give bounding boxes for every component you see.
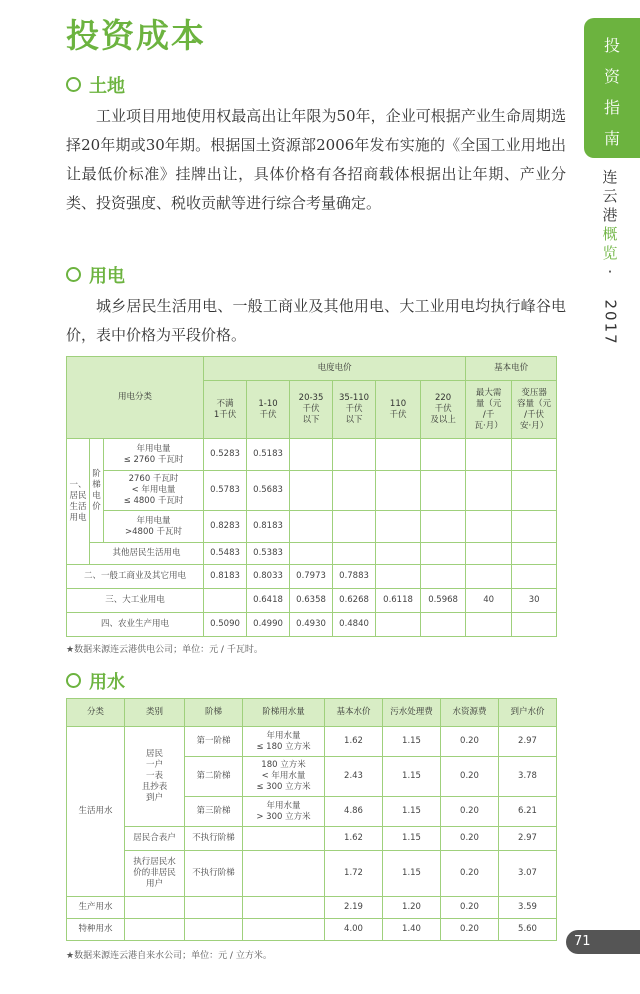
- price-cell: [512, 565, 557, 589]
- price-cell: [333, 439, 376, 471]
- water-price-cell: 1.62: [325, 727, 383, 757]
- price-cell: [290, 439, 333, 471]
- price-cell: [421, 543, 466, 565]
- price-cell: [512, 543, 557, 565]
- water-price-cell: 0.20: [441, 827, 499, 851]
- water-header: 水资源费: [441, 699, 499, 727]
- electricity-note: ★数据来源连云港供电公司；单位：元 / 千瓦时。: [66, 645, 263, 655]
- price-cell: 0.6358: [290, 589, 333, 613]
- price-cell: 0.7973: [290, 565, 333, 589]
- water-price-cell: 1.15: [383, 757, 441, 797]
- caption-dot: ·: [607, 263, 613, 281]
- tier-label: 阶梯电价: [90, 439, 104, 543]
- water-price-cell: 0.20: [441, 727, 499, 757]
- empty-cell: [185, 919, 243, 941]
- price-cell: [376, 613, 421, 637]
- row-label: 年用电量 ≤ 2760 千瓦时: [104, 439, 204, 471]
- price-cell: [512, 511, 557, 543]
- water-category: 执行居民水 价的非居民 用户: [125, 851, 185, 897]
- water-price-cell: 1.72: [325, 851, 383, 897]
- price-cell: [204, 589, 247, 613]
- price-cell: [376, 511, 421, 543]
- water-household-label: 居民 一户 一表 且抄表 到户: [125, 727, 185, 827]
- water-price-cell: 1.15: [383, 851, 441, 897]
- water-price-cell: 0.20: [441, 757, 499, 797]
- water-price-cell: 1.40: [383, 919, 441, 941]
- water-life-label: 生活用水: [67, 727, 125, 897]
- water-tier: 第二阶梯: [185, 757, 243, 797]
- price-cell: 0.5968: [421, 589, 466, 613]
- header-voltage-class: 变压器 容量（元 /千伏 安·月）: [512, 381, 557, 439]
- price-cell: [376, 565, 421, 589]
- price-cell: 0.8183: [204, 565, 247, 589]
- caption-char: 连: [602, 168, 618, 186]
- water-price-cell: 2.97: [499, 827, 557, 851]
- caption-char: 港: [602, 206, 618, 224]
- price-cell: 0.5090: [204, 613, 247, 637]
- water-price-cell: 4.00: [325, 919, 383, 941]
- water-category: 居民合表户: [125, 827, 185, 851]
- price-cell: 0.8033: [247, 565, 290, 589]
- water-header: 污水处理费: [383, 699, 441, 727]
- tab-char: 投: [603, 36, 620, 55]
- price-cell: [512, 613, 557, 637]
- price-cell: 0.5183: [247, 439, 290, 471]
- water-note: ★数据来源连云港自来水公司；单位：元 / 立方米。: [66, 951, 272, 961]
- header-voltage-class: 20-35 千伏 以下: [290, 381, 333, 439]
- water-heading: 用水: [66, 668, 125, 694]
- water-price-cell: 0.20: [441, 897, 499, 919]
- water-amount: 180 立方米 < 年用水量 ≤ 300 立方米: [243, 757, 325, 797]
- row-label: 其他居民生活用电: [90, 543, 204, 565]
- water-header: 基本水价: [325, 699, 383, 727]
- section-tab: [584, 18, 640, 158]
- caption-char: 云: [602, 187, 618, 205]
- water-amount: 年用水量 ≤ 180 立方米: [243, 727, 325, 757]
- price-cell: [466, 543, 512, 565]
- price-cell: [512, 439, 557, 471]
- water-price-cell: 6.21: [499, 797, 557, 827]
- price-cell: 0.8283: [204, 511, 247, 543]
- empty-cell: [125, 919, 185, 941]
- caption-year: 2017: [601, 299, 620, 346]
- header-voltage-class: 220 千伏 及以上: [421, 381, 466, 439]
- price-cell: 0.5783: [204, 471, 247, 511]
- row-label: 2760 千瓦时 < 年用电量 ≤ 4800 千瓦时: [104, 471, 204, 511]
- price-cell: 0.5483: [204, 543, 247, 565]
- water-tier: 第三阶梯: [185, 797, 243, 827]
- price-cell: [333, 543, 376, 565]
- water-header: 阶梯: [185, 699, 243, 727]
- water-class: 生产用水: [67, 897, 125, 919]
- price-cell: 0.7883: [333, 565, 376, 589]
- water-price-cell: 3.07: [499, 851, 557, 897]
- water-header: 分类: [67, 699, 125, 727]
- water-price-cell: 2.43: [325, 757, 383, 797]
- row-label: 三、大工业用电: [67, 589, 204, 613]
- water-price-cell: 1.15: [383, 797, 441, 827]
- tab-char: 资: [603, 67, 620, 86]
- price-cell: 0.4990: [247, 613, 290, 637]
- price-cell: 0.5283: [204, 439, 247, 471]
- water-amount: [243, 827, 325, 851]
- caption-char: 概: [602, 225, 618, 243]
- row-label: 二、一般工商业及其它用电: [67, 565, 204, 589]
- price-cell: [512, 471, 557, 511]
- water-amount: 年用水量 > 300 立方米: [243, 797, 325, 827]
- price-cell: 30: [512, 589, 557, 613]
- price-cell: [466, 471, 512, 511]
- water-price-cell: 0.20: [441, 919, 499, 941]
- header-category: 用电分类: [67, 357, 204, 439]
- header-voltage-class: 110 千伏: [376, 381, 421, 439]
- water-price-cell: 5.60: [499, 919, 557, 941]
- water-price-cell: 1.20: [383, 897, 441, 919]
- water-tier: 不执行阶梯: [185, 827, 243, 851]
- price-cell: 0.6418: [247, 589, 290, 613]
- water-class: 特种用水: [67, 919, 125, 941]
- empty-cell: [243, 897, 325, 919]
- header-basic-price: 基本电价: [466, 357, 557, 381]
- price-cell: 0.6268: [333, 589, 376, 613]
- price-cell: 0.4930: [290, 613, 333, 637]
- price-cell: [421, 511, 466, 543]
- water-amount: [243, 851, 325, 897]
- water-price-cell: 1.15: [383, 827, 441, 851]
- side-caption: [590, 168, 630, 346]
- water-price-cell: 0.20: [441, 797, 499, 827]
- price-cell: [376, 439, 421, 471]
- empty-cell: [185, 897, 243, 919]
- empty-cell: [125, 897, 185, 919]
- price-cell: [466, 565, 512, 589]
- water-header: 阶梯用水量: [243, 699, 325, 727]
- land-heading: 土地: [66, 72, 125, 98]
- tab-char: 南: [603, 129, 620, 148]
- price-cell: 40: [466, 589, 512, 613]
- land-paragraph: 工业项目用地使用权最高出让年限为50年，企业可根据产业生命周期选择20年期或30年期。根据国土资源部2006年发布实施的《全国工业用地出让最低价标准》挂牌出让，具体价格有各招商载体根据出让年期、产业分类、投资强度、税收贡献等进行综合考量确定。: [66, 107, 566, 212]
- row-label: 四、农业生产用电: [67, 613, 204, 637]
- price-cell: 0.5683: [247, 471, 290, 511]
- resident-label: 一、居民生活用电: [67, 439, 90, 565]
- row-label: 年用电量 >4800 千瓦时: [104, 511, 204, 543]
- electricity-paragraph: 城乡居民生活用电、一般工商业及其他用电、大工业用电均执行峰谷电价，表中价格为平段价格。: [66, 297, 566, 344]
- price-cell: [376, 543, 421, 565]
- page-title: 投资成本: [66, 16, 206, 55]
- price-cell: [376, 471, 421, 511]
- header-voltage-class: 1-10 千伏: [247, 381, 290, 439]
- price-cell: [466, 613, 512, 637]
- price-cell: 0.5383: [247, 543, 290, 565]
- price-cell: [421, 565, 466, 589]
- circle-bullet-icon: [66, 77, 81, 92]
- water-price-cell: 3.59: [499, 897, 557, 919]
- price-cell: [421, 439, 466, 471]
- water-tier: 不执行阶梯: [185, 851, 243, 897]
- electricity-table: [66, 356, 557, 637]
- price-cell: [333, 471, 376, 511]
- circle-bullet-icon: [66, 267, 81, 282]
- price-cell: [290, 511, 333, 543]
- tab-char: 指: [603, 98, 620, 117]
- header-voltage-class: 最大需 量（元 /千 瓦·月）: [466, 381, 512, 439]
- water-price-cell: 2.19: [325, 897, 383, 919]
- price-cell: [333, 511, 376, 543]
- water-price-cell: 2.97: [499, 727, 557, 757]
- caption-char: 览: [602, 244, 618, 262]
- water-header: 到户水价: [499, 699, 557, 727]
- price-cell: [466, 511, 512, 543]
- circle-bullet-icon: [66, 673, 81, 688]
- price-cell: [421, 613, 466, 637]
- header-voltage-class: 不满 1千伏: [204, 381, 247, 439]
- water-tier: 第一阶梯: [185, 727, 243, 757]
- water-price-cell: 1.62: [325, 827, 383, 851]
- price-cell: 0.4840: [333, 613, 376, 637]
- price-cell: 0.8183: [247, 511, 290, 543]
- header-energy-price: 电度电价: [204, 357, 466, 381]
- price-cell: 0.6118: [376, 589, 421, 613]
- page-number: 71: [566, 930, 640, 954]
- price-cell: [421, 471, 466, 511]
- electricity-heading: 用电: [66, 262, 125, 288]
- water-price-cell: 4.86: [325, 797, 383, 827]
- water-header: 类别: [125, 699, 185, 727]
- price-cell: [290, 543, 333, 565]
- water-price-cell: 3.78: [499, 757, 557, 797]
- water-price-cell: 1.15: [383, 727, 441, 757]
- empty-cell: [243, 919, 325, 941]
- price-cell: [466, 439, 512, 471]
- water-price-cell: 0.20: [441, 851, 499, 897]
- water-table: [66, 698, 557, 941]
- price-cell: [290, 471, 333, 511]
- header-voltage-class: 35-110 千伏 以下: [333, 381, 376, 439]
